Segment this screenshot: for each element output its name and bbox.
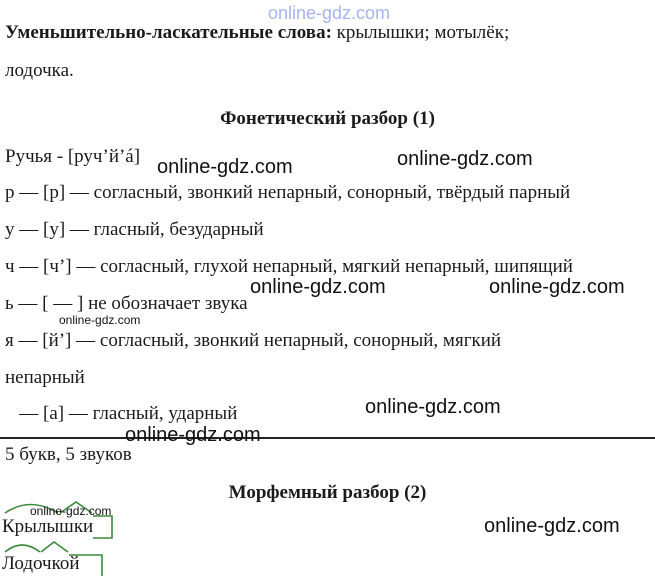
- phonetic-heading: Фонетический разбор (1): [220, 108, 435, 129]
- watermark: online-gdz.com: [59, 313, 141, 327]
- phonetic-line-ya-cont: непарный: [5, 367, 85, 388]
- watermark-top: online-gdz.com: [268, 3, 391, 23]
- phonetic-line-r: р — [р] — согласный, звонкий непарный, сонорный, твёрдый парный: [5, 182, 571, 203]
- phonetic-line-ch: ч — [ч’] — согласный, глухой непарный, мягкий непарный, шипящий: [5, 256, 573, 277]
- watermark: online-gdz.com: [484, 515, 620, 537]
- phonetic-summary: 5 букв, 5 звуков: [5, 444, 132, 465]
- watermark: online-gdz.com: [397, 148, 533, 170]
- intro-line: [5, 22, 509, 44]
- morpheme-word-krylyshki: Крылышки: [2, 516, 94, 537]
- watermark: online-gdz.com: [30, 504, 112, 518]
- watermark: online-gdz.com: [125, 424, 261, 446]
- watermark: online-gdz.com: [365, 396, 501, 418]
- phonetic-word-line: Ручья - [руч’й’á]: [5, 146, 141, 167]
- intro-line-2: лодочка.: [5, 60, 74, 81]
- divider: [0, 437, 655, 439]
- watermark: online-gdz.com: [250, 276, 386, 298]
- intro-words: крылышки; мотылёк;: [331, 22, 510, 43]
- watermark: online-gdz.com: [489, 276, 625, 298]
- morphemic-heading: Морфемный разбор (2): [228, 482, 427, 503]
- phonetic-line-ya: я — [й’] — согласный, звонкий непарный, сонорный, мягкий: [5, 330, 502, 351]
- intro-label: Уменьшительно-ласкательные слова:: [5, 22, 332, 43]
- morpheme-word-lodochkoi: Лодочкой: [2, 553, 80, 574]
- phonetic-line-soft-sign: ь — [ — ] не обозначает звука: [5, 293, 248, 314]
- phonetic-line-u: у — [у] — гласный, безударный: [5, 219, 264, 240]
- watermark: online-gdz.com: [157, 156, 293, 178]
- phonetic-line-a: — [а] — гласный, ударный: [5, 403, 238, 424]
